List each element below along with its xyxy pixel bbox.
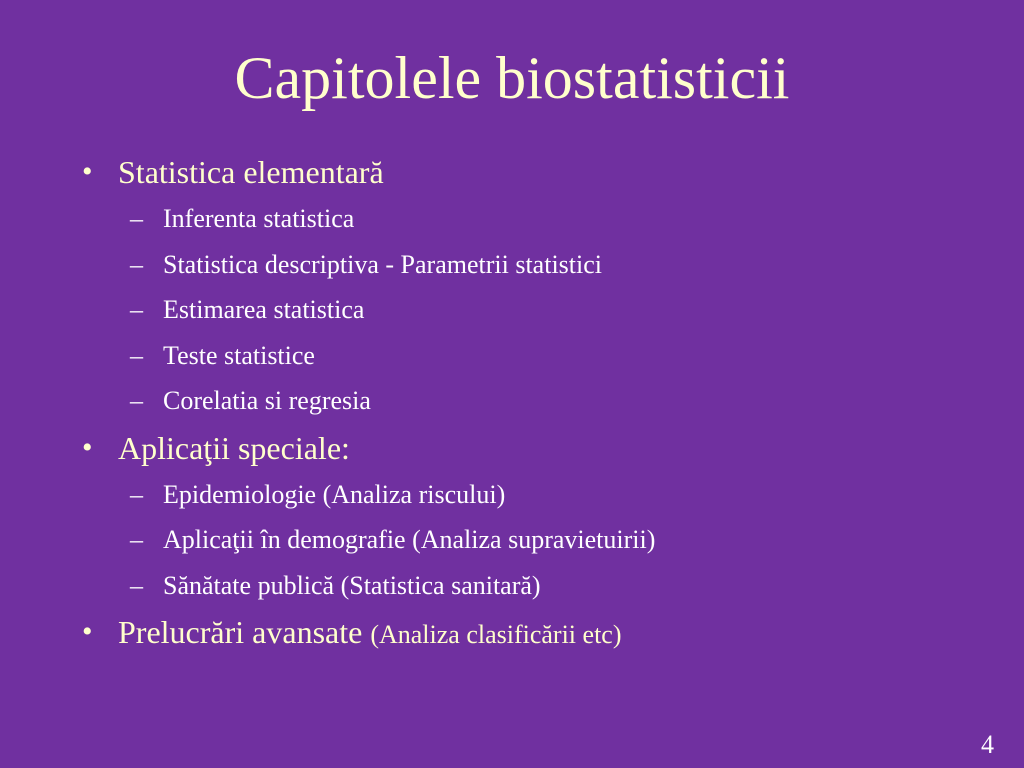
bullet-marker: • <box>82 615 93 648</box>
sub-item-text: Epidemiologie (Analiza riscului) <box>163 479 506 509</box>
bullet-item <box>78 424 978 472</box>
dash-marker: – <box>130 570 143 600</box>
bullet-item <box>78 608 978 659</box>
sub-item <box>78 378 978 424</box>
bullet-marker: • <box>82 430 93 464</box>
dash-marker: – <box>130 386 143 415</box>
bullet-note: (Analiza clasificării etc) <box>370 620 622 649</box>
sub-item <box>78 333 978 379</box>
sub-item <box>78 287 978 333</box>
sub-item-text: Estimarea statistica <box>163 295 365 324</box>
bullet-text: Statistica elementară <box>118 154 384 190</box>
page-number: 4 <box>981 730 994 759</box>
sub-list-container <box>78 196 978 424</box>
slide-title: Capitolele biostatisticii <box>234 45 790 111</box>
sub-list <box>78 196 978 424</box>
sub-item <box>78 517 978 563</box>
sub-item <box>78 563 978 609</box>
bullet-text: Aplicaţii speciale: <box>118 429 350 466</box>
sub-item-text: Corelatia si regresia <box>163 386 371 415</box>
dash-marker: – <box>130 249 143 279</box>
sub-list <box>78 472 978 609</box>
dash-marker: – <box>130 295 143 324</box>
bullet-list <box>78 148 978 659</box>
sub-list-container <box>78 472 978 609</box>
sub-item-text: Sănătate publică (Statistica sanitară) <box>163 570 541 600</box>
sub-item-text: Statistica descriptiva - Parametrii statistici <box>163 249 602 279</box>
dash-marker: – <box>130 340 143 370</box>
sub-item <box>78 242 978 288</box>
sub-item-text: Teste statistice <box>163 340 315 370</box>
dash-marker: – <box>130 479 143 509</box>
bullet-text: Prelucrări avansate <box>118 614 371 650</box>
bullet-item <box>78 148 978 196</box>
sub-item <box>78 472 978 518</box>
dash-marker: – <box>130 204 143 233</box>
sub-item-text: Inferenta statistica <box>163 204 355 233</box>
sub-item <box>78 196 978 242</box>
bullet-marker: • <box>82 155 93 188</box>
sub-item-text: Aplicaţii în demografie (Analiza supravietuirii) <box>163 525 656 554</box>
dash-marker: – <box>130 525 143 554</box>
